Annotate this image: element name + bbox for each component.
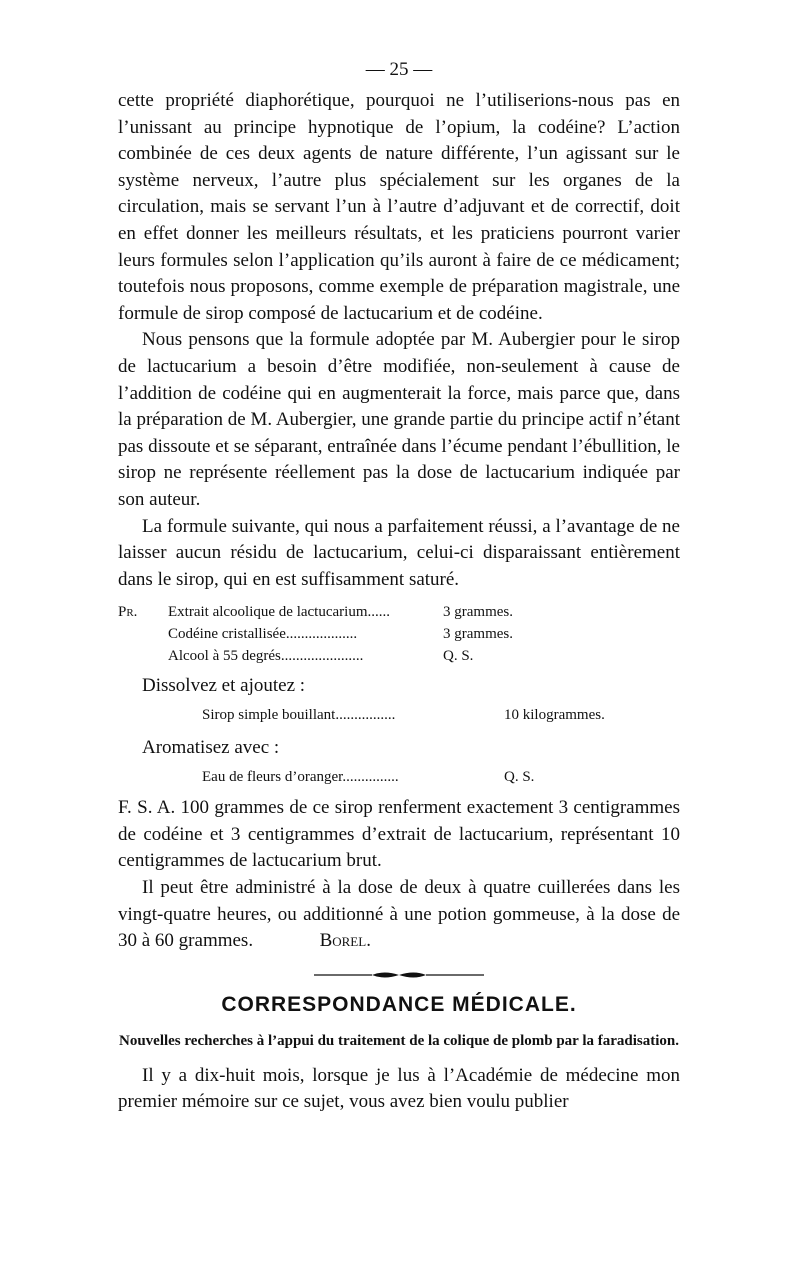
recipe-amount: 3 grammes. — [443, 626, 513, 643]
recipe-line-2 — [202, 765, 680, 789]
paragraph-1: cette propriété diaphorétique, pourquoi ne l’utiliserions-nous pas en l’unissant au principe hypnotique de l’opium, la codéine? L’action combinée de ces deux agents de nature différente, l’un agissant sur le système nerveux, l’autre plus spécialement sur les organes de la circulation, mais se servant l’un à l’autre d’adjuvant et de correctif, doit en effet donner les meilleurs résultats, et les praticiens pourront varier leurs formules selon l’application qu’ils auront à faire de ce médicament; toutefois nous proposons, comme exemple de préparation magistrale, une formule de sirop composé de lactucarium et de codéine. — [118, 90, 680, 324]
paragraph-5 — [118, 875, 680, 955]
recipe-block — [118, 601, 680, 667]
recipe-ingredient: Sirop simple bouillant................ — [202, 707, 396, 724]
recipe-amount: 10 kilogrammes. — [504, 707, 605, 724]
recipe-amount: Q. S. — [504, 769, 535, 786]
recipe-row — [118, 645, 680, 667]
recipe-ingredient: Extrait alcoolique de lactucarium...... — [168, 604, 390, 621]
ornament-icon — [314, 969, 484, 981]
page — [118, 58, 680, 1116]
paragraph-4: F. S. A. 100 grammes de ce sirop renferment exactement 3 centigrammes de codéine et 3 centigrammes d’extrait de lactucarium, représentant 10 centigrammes de lactucarium brut. — [118, 797, 680, 872]
recipe-prefix: Pr. — [118, 604, 138, 621]
section-title: CORRESPONDANCE MÉDICALE. — [221, 992, 577, 1016]
paragraph-5-text: Il peut être administré à la dose de deux à quatre cuillerées dans les vingt-quatre heures, ou additionné à une potion gommeuse, à la dose de 30 à 60 grammes. — [118, 877, 680, 952]
recipe-row — [118, 623, 680, 645]
recipe-amount: 3 grammes. — [443, 604, 513, 621]
author-signature: Borel. — [319, 930, 371, 952]
recipe-line-1 — [202, 703, 680, 727]
recipe-instruction-1: Dissolvez et ajoutez : — [142, 675, 306, 697]
recipe-instruction-2: Aromatisez avec : — [142, 737, 280, 759]
paragraph-6: Il y a dix-huit mois, lorsque je lus à l’Académie de médecine mon premier mémoire sur ce sujet, vous avez bien voulu publier — [118, 1064, 680, 1113]
paragraph-2: Nous pensons que la formule adoptée par M. Aubergier pour le sirop de lactucarium a besoin d’être modifiée, non-seulement à cause de l’addition de codéine qui en augmenterait la force, mais parce que, dans la préparation de M. Aubergier, une grande partie du principe actif n’étant pas dissoute et se séparant, entraînée dans l’écume pendant l’ébullition, le sirop ne représente réellement pas la dose de lactucarium indiquée par son auteur. — [118, 329, 680, 510]
recipe-ingredient: Codéine cristallisée................... — [168, 626, 358, 643]
paragraph-3: La formule suivante, qui nous a parfaitement réussi, a l’avantage de ne laisser aucun résidu de lactucarium, celui-ci disparaissant entièrement dans le sirop, qui en est suffisamment saturé. — [118, 515, 680, 590]
article-subtitle: Nouvelles recherches à l’appui du traitement de la colique de plomb par la faradisation. — [118, 1032, 679, 1049]
ornament-divider — [118, 969, 680, 981]
page-number: — 25 — — [365, 59, 433, 80]
recipe-row — [118, 601, 680, 623]
recipe-amount: Q. S. — [443, 648, 474, 665]
recipe-ingredient: Eau de fleurs d’oranger............... — [202, 769, 399, 786]
recipe-ingredient: Alcool à 55 degrés...................... — [168, 648, 364, 665]
